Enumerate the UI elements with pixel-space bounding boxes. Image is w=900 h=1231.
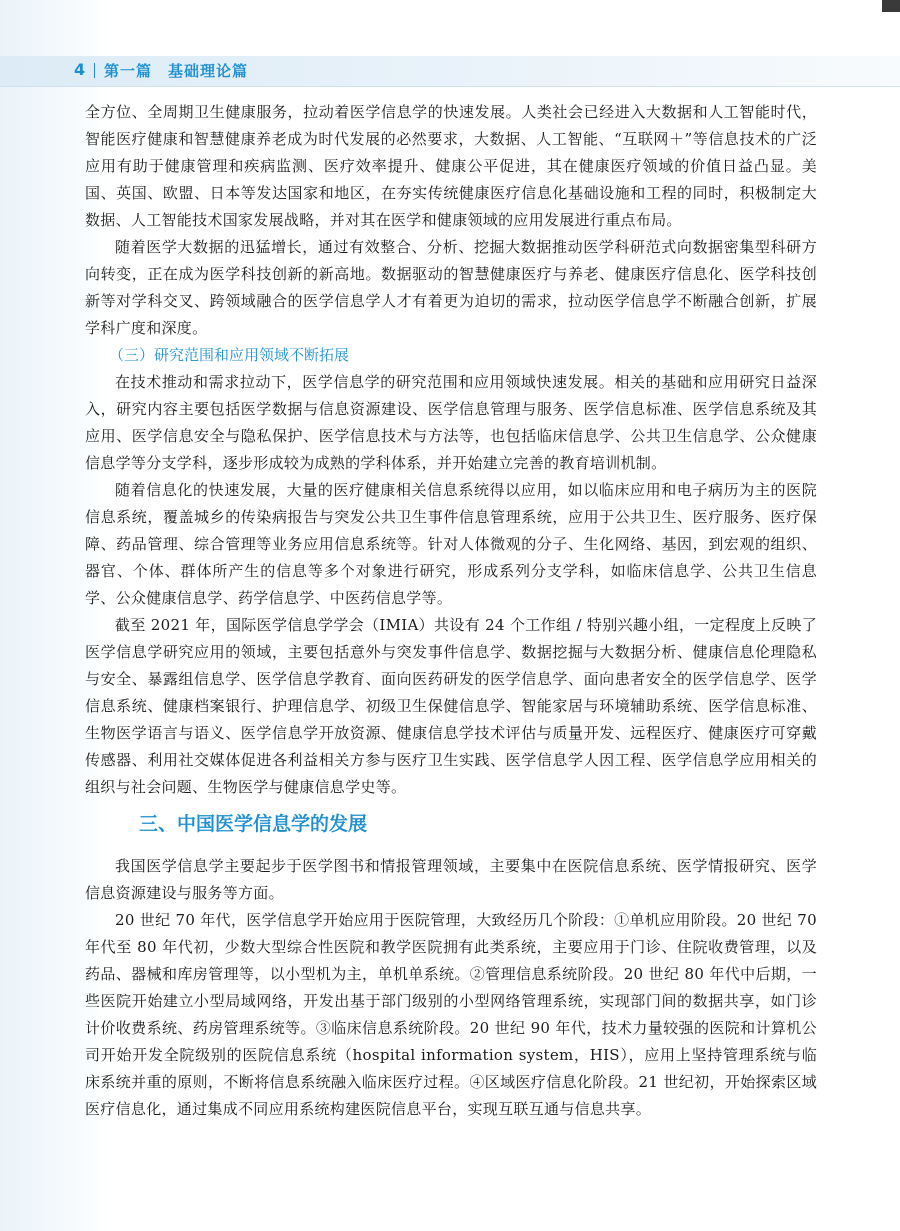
paragraph-2: 随着医学大数据的迅猛增长，通过有效整合、分析、挖掘大数据推动医学科研范式向数据密集型科研方向转变，正在成为医学科技创新的新高地。数据驱动的智慧健康医疗与养老、健康医疗信息化、医学科技创新等对学科交叉、跨领域融合的医学信息学人才有着更为迫切的需求，拉动医学信息学不断融合创新，扩展学科广度和深度。 — [85, 238, 817, 337]
paragraph-3: 在技术推动和需求拉动下，医学信息学的研究范围和应用领域快速发展。相关的基础和应用研究日益深入，研究内容主要包括医学数据与信息资源建设、医学信息管理与服务、医学信息标准、医学信息系统及其应用、医学信息安全与隐私保护、医学信息技术与方法等，也包括临床信息学、公共卫生信息学、公众健康信息学等分支学科，逐步形成较为成熟的学科体系，并开始建立完善的教育培训机制。 — [85, 373, 817, 472]
part-title: 基础理论篇 — [168, 62, 249, 80]
running-header-title — [104, 60, 264, 81]
paragraph-6: 我国医学信息学主要起步于医学图书和情报管理领域，主要集中在医院信息系统、医学情报研究、医学信息资源建设与服务等方面。 — [85, 857, 817, 902]
paragraph-1: 全方位、全周期卫生健康服务，拉动着医学信息学的快速发展。人类社会已经进入大数据和人工智能时代，智能医疗健康和智慧健康养老成为时代发展的必然要求，大数据、人工智能、“互联网＋”等信息技术的广泛应用有助于健康管理和疾病监测、医疗效率提升、健康公平促进，其在健康医疗领域的价值日益凸显。美国、英国、欧盟、日本等发达国家和地区，在夯实传统健康医疗信息化基础设施和工程的同时，积极制定大数据、人工智能技术国家发展战略，并对其在医学和健康领域的应用发展进行重点布局。 — [85, 103, 817, 229]
paragraph-4: 随着信息化的快速发展，大量的医疗健康相关信息系统得以应用，如以临床应用和电子病历为主的医院信息系统，覆盖城乡的传染病报告与突发公共卫生事件信息管理系统，应用于公共卫生、医疗服务、医疗保障、药品管理、综合管理等业务应用信息系统等。针对人体微观的分子、生化网络、基因，到宏观的组织、器官、个体、群体所产生的信息等多个对象进行研究，形成系列分支学科，如临床信息学、公共卫生信息学、公众健康信息学、药学信息学、中医药信息学等。 — [85, 481, 817, 607]
header-separator — [94, 63, 95, 78]
subheading-research-scope: （三）研究范围和应用领域不断拓展 — [109, 346, 350, 364]
header-divider — [0, 86, 900, 87]
page-body — [85, 99, 817, 1123]
corner-mark — [882, 0, 900, 12]
page-number: 4 — [74, 60, 86, 79]
section-heading: 三、中国医学信息学的发展 — [139, 813, 368, 835]
part-label: 第一篇 — [104, 62, 153, 80]
paragraph-7: 20 世纪 70 年代，医学信息学开始应用于医院管理，大致经历几个阶段：①单机应用阶段。20 世纪 70 年代至 80 年代初，少数大型综合性医院和教学医院拥有此类系统，主要应用于门诊、住院收费管理，以及药品、器械和库房管理等，以小型机为主，单机单系统。②管理信息系统阶段。20 世纪 80 年代中后期，一些医院开始建立小型局域网络，开发出基于部门级别的小型网络管理系统，实现部门间的数据共享，如门诊计价收费系统、药房管理系统等。③临床信息系统阶段。20 世纪 90 年代，技术力量较强的医院和计算机公司开始开发全院级别的医院信息系统（hospital information system，HIS），应用上坚持管理系统与临床系统并重的原则，不断将信息系统融入临床医疗过程。④区域医疗信息化阶段。21 世纪初，开始探索区域医疗信息化，通过集成不同应用系统构建医院信息平台，实现互联互通与信息共享。 — [85, 911, 817, 1118]
paragraph-5: 截至 2021 年，国际医学信息学学会（IMIA）共设有 24 个工作组 / 特别兴趣小组，一定程度上反映了医学信息学研究应用的领域，主要包括意外与突发事件信息学、数据挖掘与大数据分析、健康信息伦理隐私与安全、暴露组信息学、医学信息学教育、面向医药研发的医学信息学、面向患者安全的医学信息学、医学信息系统、健康档案银行、护理信息学、初级卫生保健信息学、智能家居与环境辅助系统、医学信息标准、生物医学语言与语义、医学信息学开放资源、健康信息学技术评估与质量开发、远程医疗、健康医疗可穿戴传感器、利用社交媒体促进各利益相关方参与医疗卫生实践、医学信息学人因工程、医学信息学应用相关的组织与社会问题、生物医学与健康信息学史等。 — [85, 616, 817, 796]
